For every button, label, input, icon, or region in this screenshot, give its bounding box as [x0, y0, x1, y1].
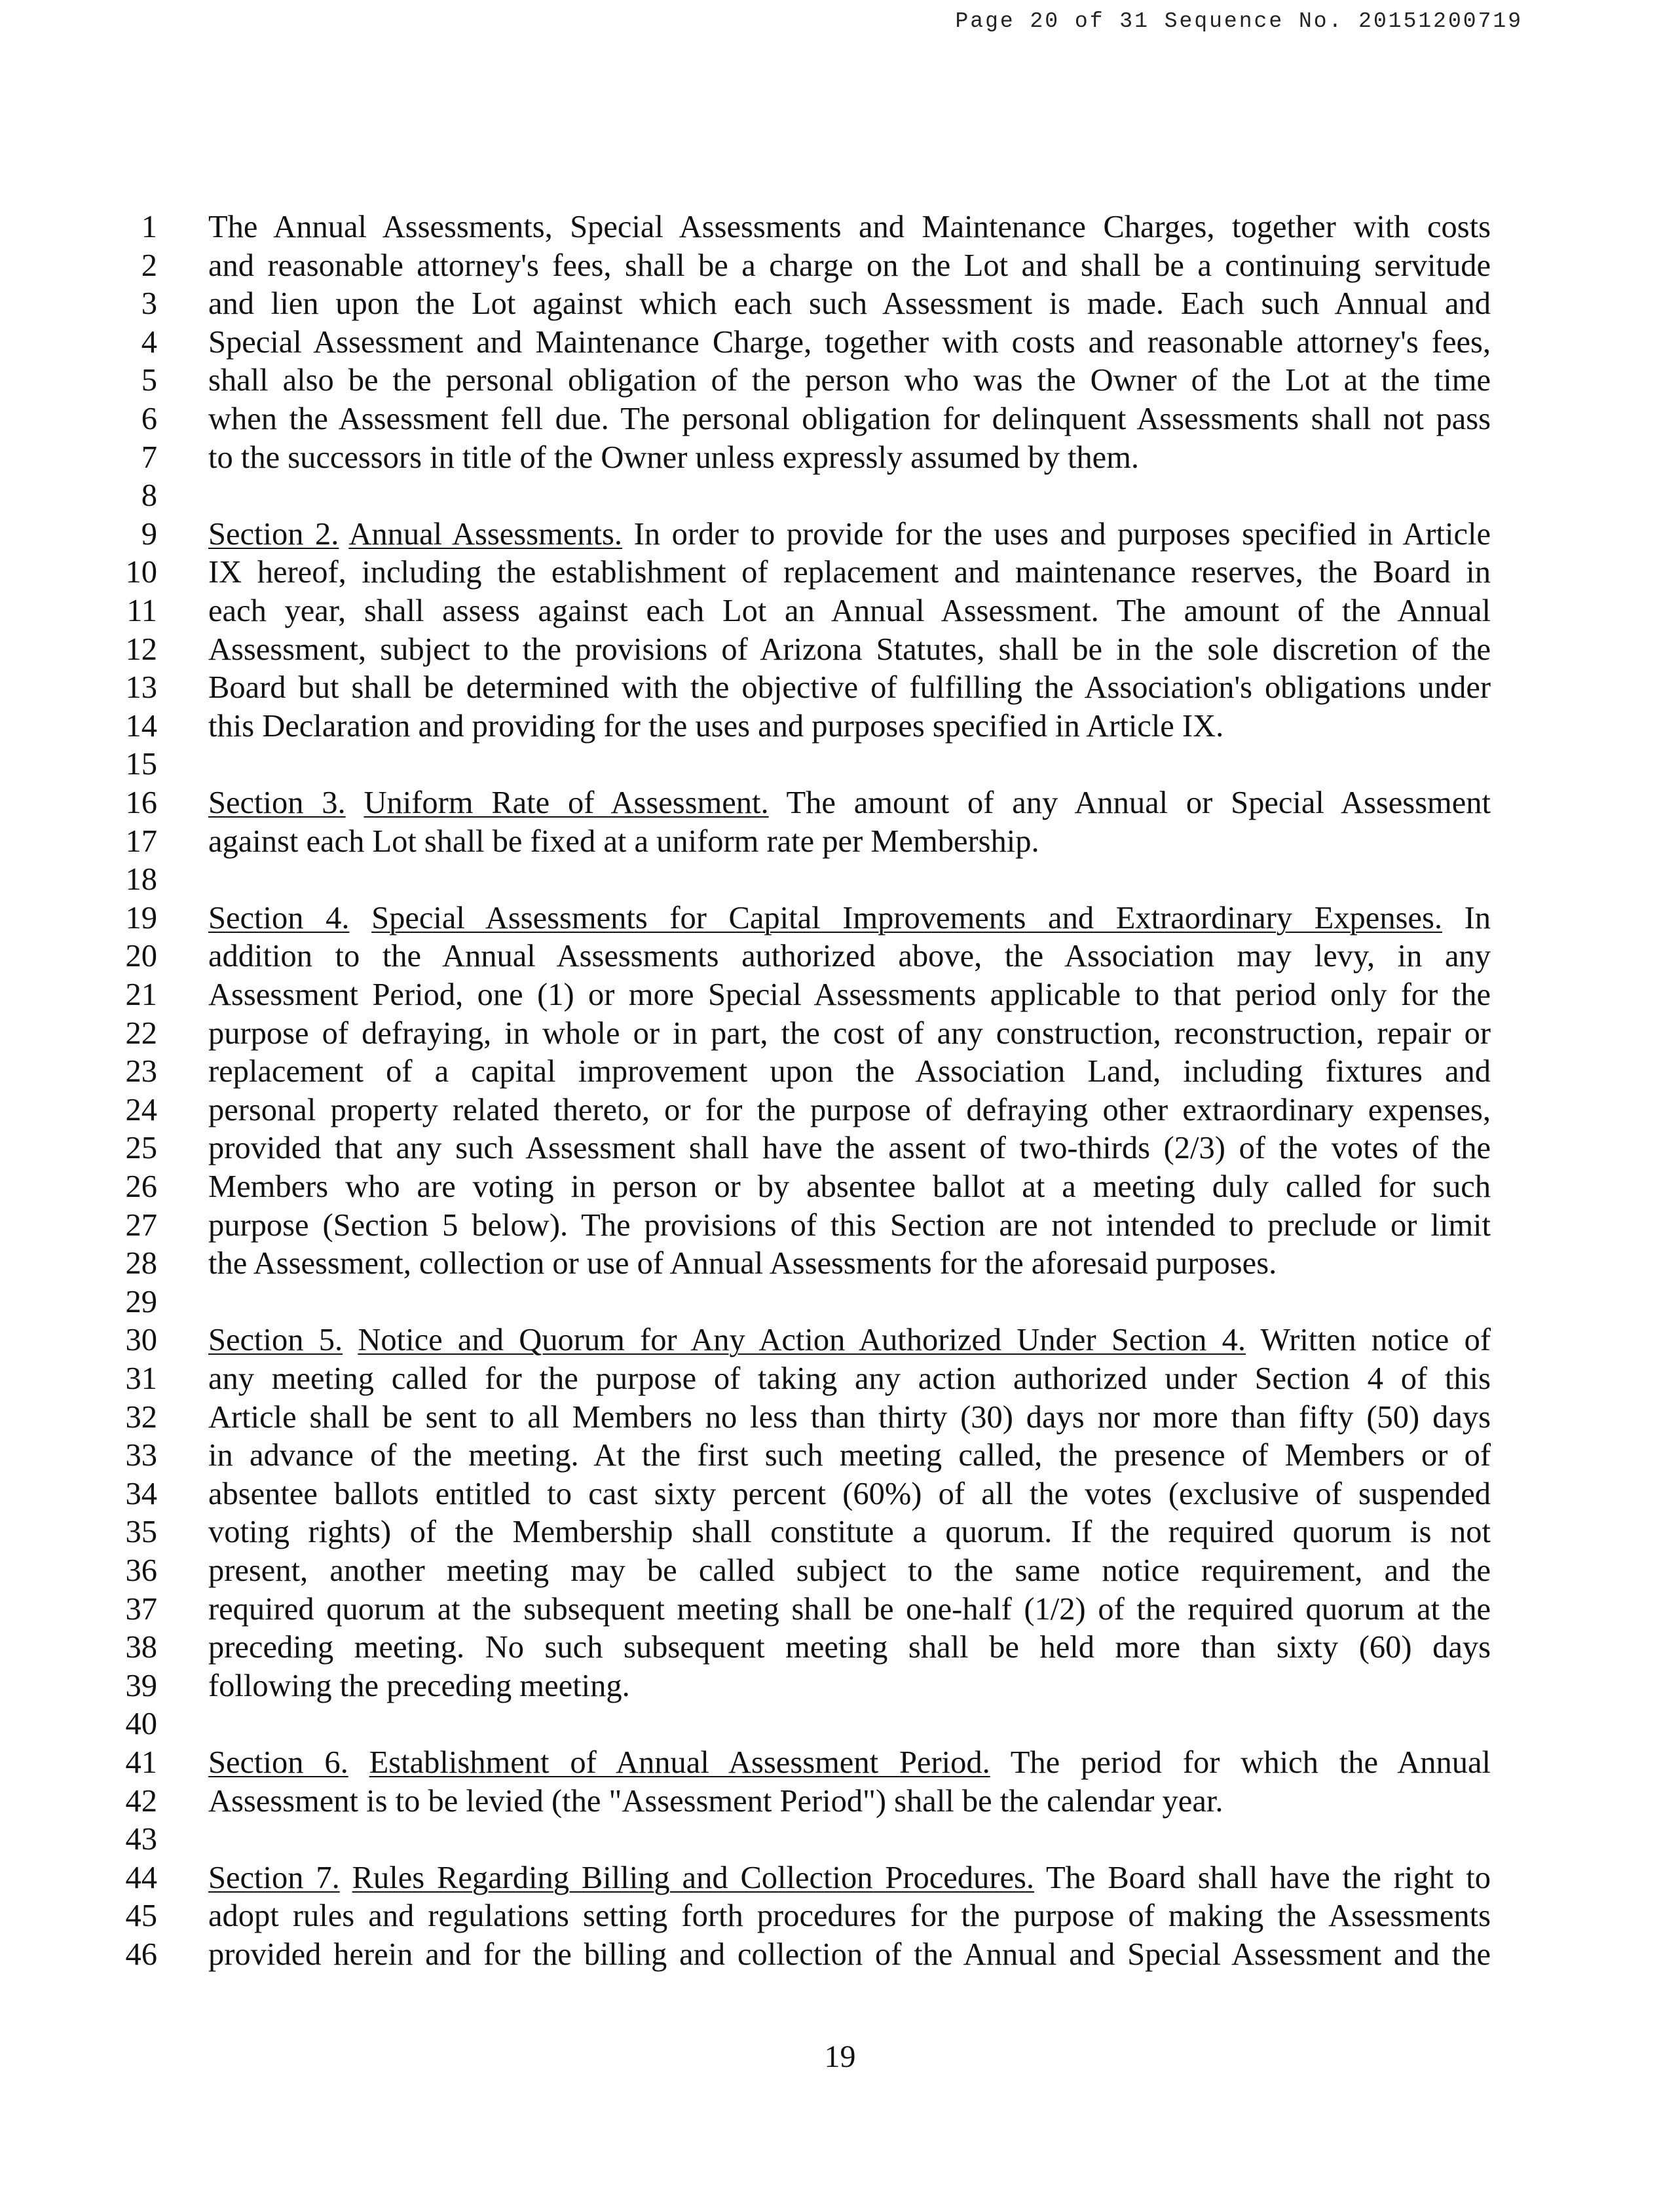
line-number: 3 — [141, 286, 157, 322]
document-line — [0, 1015, 1680, 1053]
line-number: 7 — [141, 440, 157, 475]
line-number: 31 — [125, 1361, 157, 1396]
line-text: Special Assessment and Maintenance Charge, together with costs and reasonable attorney's fees, — [208, 324, 1491, 360]
line-text: purpose of defraying, in whole or in part, the cost of any construction, reconstruction, repair or — [208, 1015, 1491, 1051]
line-number: 24 — [125, 1092, 157, 1127]
line-text: Section 4. Special Assessments for Capital Improvements and Extraordinary Expenses. In — [208, 900, 1491, 935]
document-line — [0, 784, 1680, 822]
document-line — [0, 631, 1680, 669]
line-text: voting rights) of the Membership shall constitute a quorum. If the required quorum is not — [208, 1515, 1491, 1550]
document-line — [0, 1129, 1680, 1167]
line-text: required quorum at the subsequent meeting shall be one-half (1/2) of the required quorum at the — [208, 1591, 1491, 1627]
document-line — [0, 1207, 1680, 1245]
line-number: 40 — [125, 1707, 157, 1742]
document-line — [0, 1091, 1680, 1129]
line-number: 33 — [125, 1438, 157, 1473]
page-header: Page 20 of 31 Sequence No. 20151200719 — [955, 9, 1523, 33]
line-number: 28 — [125, 1246, 157, 1281]
document-line — [0, 937, 1680, 975]
line-number: 22 — [125, 1015, 157, 1051]
document-line — [0, 324, 1680, 362]
document-line — [0, 1591, 1680, 1629]
document-line — [0, 1513, 1680, 1551]
line-text: Section 5. Notice and Quorum for Any Action Authorized Under Section 4. Written notice of — [208, 1323, 1491, 1358]
document-line — [0, 861, 1680, 899]
line-number: 39 — [125, 1668, 157, 1703]
line-text: provided herein and for the billing and collection of the Annual and Special Assessment and the — [208, 1937, 1491, 1972]
document-line — [0, 516, 1680, 554]
document-line — [0, 400, 1680, 438]
line-number: 32 — [125, 1399, 157, 1435]
line-number: 4 — [141, 324, 157, 360]
line-number: 14 — [125, 708, 157, 744]
line-text: preceding meeting. No such subsequent meeting shall be held more than sixty (60) days — [208, 1630, 1491, 1665]
line-number: 15 — [125, 747, 157, 782]
line-text: to the successors in title of the Owner unless expressly assumed by them. — [208, 440, 1140, 475]
section-number: Section 3. — [208, 785, 346, 820]
section-number: Section 2. — [208, 516, 339, 552]
line-number: 27 — [125, 1207, 157, 1243]
document-line — [0, 1283, 1680, 1321]
line-text: The Annual Assessments, Special Assessments and Maintenance Charges, together with costs — [208, 210, 1491, 244]
line-number: 9 — [141, 516, 157, 552]
document-line — [0, 746, 1680, 784]
section-heading: Notice and Quorum for Any Action Authorized Under Section 4. — [358, 1323, 1246, 1358]
line-number: 42 — [125, 1783, 157, 1819]
document-line — [0, 1897, 1680, 1935]
line-text: Section 7. Rules Regarding Billing and Collection Procedures. The Board shall have the right to — [208, 1860, 1491, 1895]
line-number: 23 — [125, 1054, 157, 1089]
line-text: shall also be the personal obligation of the person who was the Owner of the Lot at the time — [208, 363, 1491, 398]
line-number: 6 — [141, 402, 157, 436]
line-text: the Assessment, collection or use of Annual Assessments for the aforesaid purposes. — [208, 1246, 1277, 1281]
line-number: 38 — [125, 1630, 157, 1665]
line-number: 37 — [125, 1591, 157, 1627]
line-text: in advance of the meeting. At the first such meeting called, the presence of Members or of — [208, 1438, 1491, 1473]
document-line — [0, 1667, 1680, 1705]
section-number: Section 7. — [208, 1860, 340, 1895]
document-line — [0, 1437, 1680, 1475]
document-line — [0, 1053, 1680, 1091]
line-number: 1 — [141, 210, 157, 244]
line-text: and reasonable attorney's fees, shall be a charge on the Lot and shall be a continuing servitude — [208, 248, 1491, 283]
section-number: Section 4. — [208, 900, 350, 935]
line-text: any meeting called for the purpose of taking any action authorized under Section 4 of this — [208, 1361, 1491, 1396]
line-text: Article shall be sent to all Members no less than thirty (30) days nor more than fifty (50) days — [208, 1399, 1491, 1435]
document-line — [0, 669, 1680, 707]
line-number: 11 — [126, 594, 157, 628]
section-heading: Special Assessments for Capital Improvements and Extraordinary Expenses. — [371, 900, 1442, 935]
document-line — [0, 976, 1680, 1014]
line-text: this Declaration and providing for the uses and purposes specified in Article IX. — [208, 708, 1224, 744]
line-text: and lien upon the Lot against which each such Assessment is made. Each such Annual and — [208, 286, 1491, 322]
line-number: 43 — [125, 1822, 157, 1857]
line-number: 21 — [125, 977, 157, 1012]
line-text: present, another meeting may be called subject to the same notice requirement, and the — [208, 1553, 1491, 1588]
document-line — [0, 1399, 1680, 1437]
page-number: 19 — [824, 2039, 856, 2074]
line-number: 44 — [125, 1860, 157, 1895]
line-number: 25 — [125, 1131, 157, 1166]
document-line — [0, 1475, 1680, 1513]
line-number: 18 — [125, 862, 157, 898]
line-number: 30 — [125, 1323, 157, 1358]
line-text: Assessment Period, one (1) or more Special Assessments applicable to that period only for the — [208, 977, 1491, 1012]
line-number: 46 — [125, 1937, 157, 1972]
section-heading: Uniform Rate of Assessment. — [364, 785, 769, 820]
line-number: 17 — [125, 823, 157, 859]
line-text: IX hereof, including the establishment of replacement and maintenance reserves, the Board in — [208, 555, 1491, 590]
line-number: 16 — [125, 785, 157, 820]
document-line — [0, 899, 1680, 937]
line-text: Members who are voting in person or by absentee ballot at a meeting duly called for such — [208, 1169, 1491, 1204]
document-line — [0, 1629, 1680, 1667]
document-line — [0, 1705, 1680, 1743]
document-line — [0, 1168, 1680, 1206]
line-text: Section 6. Establishment of Annual Assessment Period. The period for which the Annual — [208, 1745, 1491, 1780]
document-line — [0, 1859, 1680, 1897]
line-number: 8 — [141, 478, 157, 514]
line-number: 19 — [125, 900, 157, 935]
line-number: 41 — [125, 1745, 157, 1780]
line-number: 5 — [141, 363, 157, 398]
document-line — [0, 592, 1680, 630]
line-number: 36 — [125, 1553, 157, 1588]
line-text: Assessment, subject to the provisions of Arizona Statutes, shall be in the sole discretion of the — [208, 632, 1491, 667]
line-text: absentee ballots entitled to cast sixty percent (60%) of all the votes (exclusive of suspended — [208, 1476, 1491, 1511]
document-line — [0, 1360, 1680, 1398]
section-heading: Establishment of Annual Assessment Period. — [369, 1745, 990, 1780]
document-line — [0, 1936, 1680, 1974]
line-number: 34 — [125, 1476, 157, 1511]
document-line — [0, 1821, 1680, 1859]
line-number: 45 — [125, 1899, 157, 1934]
document-line — [0, 1245, 1680, 1283]
line-text: adopt rules and regulations setting forth procedures for the purpose of making the Assessments — [208, 1899, 1491, 1934]
document-line — [0, 1321, 1680, 1359]
document-line — [0, 477, 1680, 515]
section-heading: Annual Assessments. — [348, 516, 623, 552]
document-line — [0, 554, 1680, 592]
section-heading: Rules Regarding Billing and Collection Procedures. — [352, 1860, 1035, 1895]
document-line — [0, 247, 1680, 285]
line-number: 20 — [125, 939, 157, 974]
document-line — [0, 1552, 1680, 1590]
line-text: personal property related thereto, or for the purpose of defraying other extraordinary expenses, — [208, 1092, 1491, 1127]
document-line — [0, 823, 1680, 861]
document-line — [0, 362, 1680, 400]
line-text: provided that any such Assessment shall have the assent of two-thirds (2/3) of the votes of the — [208, 1131, 1491, 1166]
line-text: replacement of a capital improvement upon the Association Land, including fixtures and — [208, 1054, 1491, 1089]
line-number: 13 — [125, 670, 157, 706]
line-number: 2 — [141, 248, 157, 283]
document-line — [0, 1783, 1680, 1821]
section-number: Section 6. — [208, 1745, 348, 1780]
line-text: against each Lot shall be fixed at a uniform rate per Membership. — [208, 823, 1039, 859]
line-text: each year, shall assess against each Lot an Annual Assessment. The amount of the Annual — [208, 594, 1491, 628]
section-number: Section 5. — [208, 1323, 343, 1358]
line-number: 29 — [125, 1284, 157, 1319]
document-line — [0, 1744, 1680, 1782]
line-number: 10 — [125, 555, 157, 590]
document-line — [0, 208, 1680, 246]
line-number: 35 — [125, 1515, 157, 1550]
line-text: addition to the Annual Assessments authorized above, the Association may levy, in any — [208, 939, 1491, 974]
document-line — [0, 285, 1680, 323]
line-text: purpose (Section 5 below). The provisions of this Section are not intended to preclude or limit — [208, 1207, 1491, 1243]
line-text: Board but shall be determined with the objective of fulfilling the Association's obligations under — [208, 670, 1491, 706]
document-line — [0, 708, 1680, 746]
line-text: Section 2. Annual Assessments. In order to provide for the uses and purposes specified in Article — [208, 516, 1491, 552]
line-text: when the Assessment fell due. The personal obligation for delinquent Assessments shall not pass — [208, 402, 1491, 436]
line-text: Assessment is to be levied (the "Assessment Period") shall be the calendar year. — [208, 1783, 1223, 1819]
line-text: following the preceding meeting. — [208, 1668, 630, 1703]
line-text: Section 3. Uniform Rate of Assessment. The amount of any Annual or Special Assessment — [208, 785, 1491, 820]
line-number: 26 — [125, 1169, 157, 1204]
document-line — [0, 439, 1680, 477]
line-number: 12 — [125, 632, 157, 667]
